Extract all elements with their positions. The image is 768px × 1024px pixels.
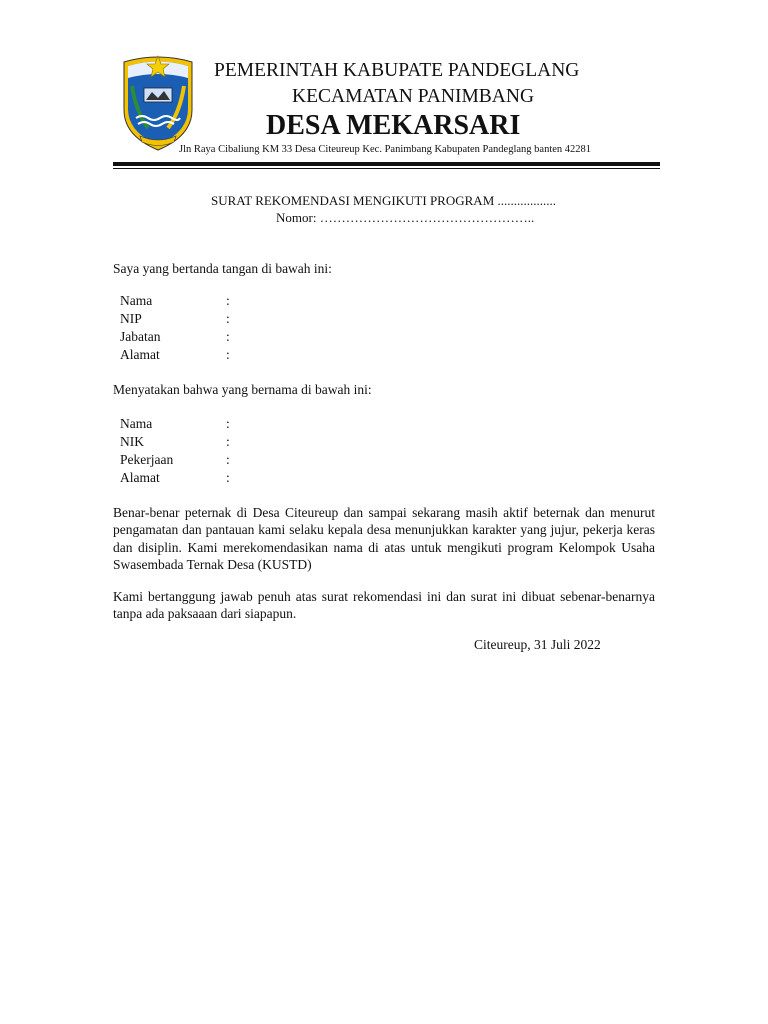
field-label: Jabatan [120,329,161,344]
body-paragraph-statement: Benar-benar peternak di Desa Citeureup dan sampai sekarang masih aktif beternak dan menurut pengamatan dan pantauan kami selaku kepala desa menunjukkan karakter yang jujur, pekerja keras dan disiplin. Kami merekomendasikan nama di atas untuk mengikuti program Kelompok Usaha Swasembada Ternak Desa (KUSTD) [113,505,655,572]
letterhead-district: KECAMATAN PANIMBANG [292,86,535,107]
letterhead-village: DESA MEKARSARI [266,110,521,141]
field-colon: : [226,416,230,431]
field-label: Nama [120,293,153,308]
letterhead-government: PEMERINTAH KABUPATE PANDEGLANG [214,60,580,81]
field-colon: : [226,347,230,362]
field-colon: : [226,311,230,326]
regency-emblem-icon [118,52,198,152]
field-colon: : [226,434,230,449]
letterhead-address: Jln Raya Cibaliung KM 33 Desa Citeureup Kec. Panimbang Kabupaten Pandeglang banten 42281 [179,144,592,155]
intro-signer: Saya yang bertanda tangan di bawah ini: [113,261,332,276]
field-colon: : [226,329,230,344]
field-label: Nama [120,416,153,431]
letter-number: Nomor: ………………………………………….. [276,210,535,225]
place-date: Citeureup, 31 Juli 2022 [474,637,601,652]
field-label: Pekerjaan [120,452,174,467]
body-paragraph-responsibility: Kami bertanggung jawab penuh atas surat rekomendasi ini dan surat ini dibuat sebenar-benarnya tanpa ada paksaaan dari siapapun. [113,589,655,622]
field-colon: : [226,452,230,467]
field-label: NIP [120,311,142,326]
field-colon: : [226,470,230,485]
letter-title: SURAT REKOMENDASI MENGIKUTI PROGRAM .................. [211,193,557,208]
letterhead-divider-thick [113,162,660,166]
field-label: Alamat [120,470,160,485]
field-colon: : [226,293,230,308]
field-label: Alamat [120,347,160,362]
field-label: NIK [120,434,144,449]
intro-subject: Menyatakan bahwa yang bernama di bawah ini: [113,382,372,397]
letterhead-divider-thin [113,168,660,169]
